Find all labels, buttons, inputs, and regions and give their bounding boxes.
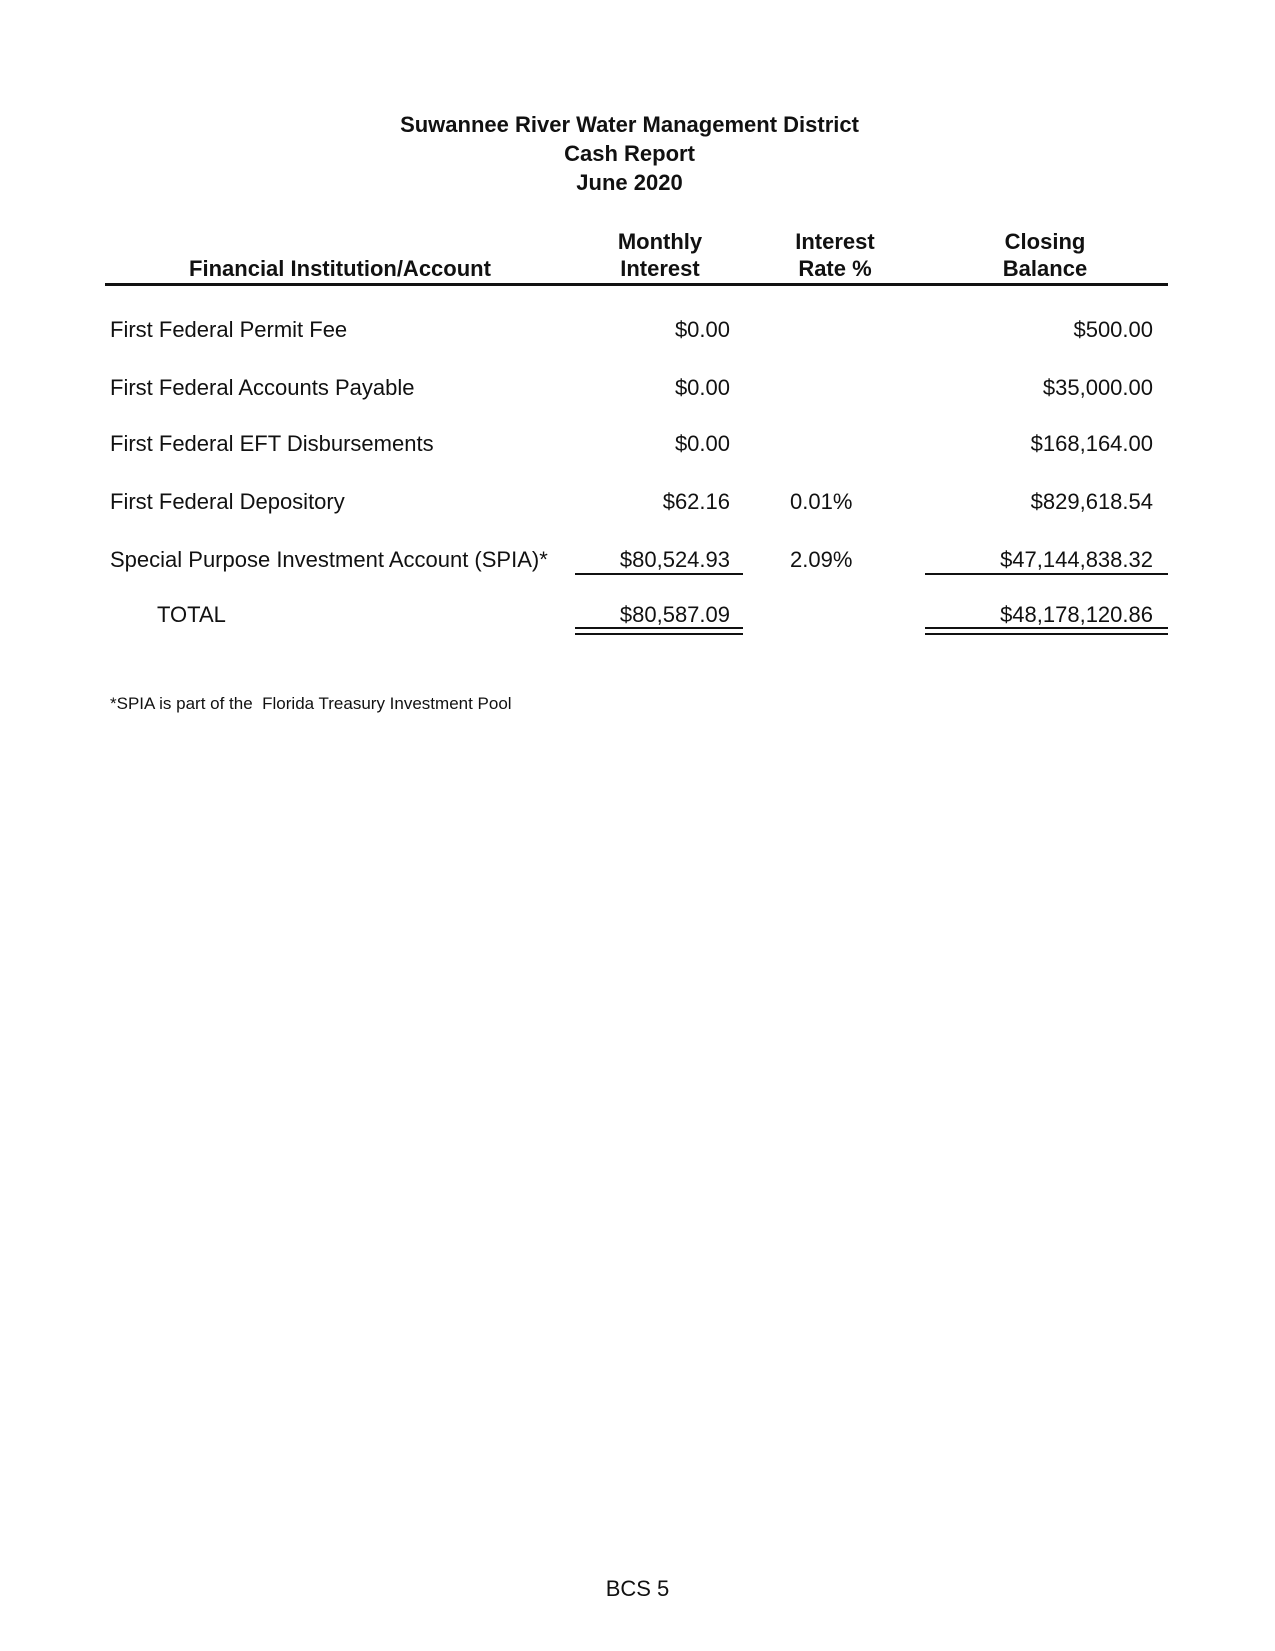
report-title: Cash Report xyxy=(564,141,695,166)
monthly-interest-value: $0.00 xyxy=(674,375,730,400)
table-row xyxy=(0,487,1275,517)
account-name: First Federal Depository xyxy=(110,489,345,514)
subtotal-rule-closing-balance xyxy=(925,573,1168,575)
total-double-rule-monthly-interest xyxy=(575,627,743,635)
total-monthly-interest: $80,587.09 xyxy=(619,602,730,627)
table-row xyxy=(0,373,1275,403)
account-name: First Federal Accounts Payable xyxy=(110,375,415,400)
monthly-interest-value: $62.16 xyxy=(662,489,730,514)
table-row xyxy=(0,315,1275,345)
subtotal-rule-monthly-interest xyxy=(575,573,743,575)
interest-rate-value: 0.01% xyxy=(790,489,853,514)
page-label: BCS 5 xyxy=(605,1576,670,1601)
footnote: *SPIA is part of the Florida Treasury Investment Pool xyxy=(110,694,512,713)
interest-rate-value: 2.09% xyxy=(790,547,853,572)
header-rule xyxy=(105,283,1168,286)
report-period: June 2020 xyxy=(576,170,683,195)
organization-name: Suwannee River Water Management District xyxy=(400,112,859,137)
monthly-interest-value: $80,524.93 xyxy=(619,547,730,572)
closing-balance-value: $500.00 xyxy=(1073,317,1153,342)
table-row xyxy=(0,429,1275,459)
total-label: TOTAL xyxy=(157,602,226,627)
monthly-interest-value: $0.00 xyxy=(674,317,730,342)
total-row xyxy=(0,600,1275,630)
account-name: Special Purpose Investment Account (SPIA)* xyxy=(110,547,548,572)
closing-balance-value: $35,000.00 xyxy=(1042,375,1153,400)
account-name: First Federal EFT Disbursements xyxy=(110,431,434,456)
report-title-block xyxy=(0,110,1275,197)
column-header-interest-rate: Interest Rate % xyxy=(795,229,875,281)
table-row xyxy=(0,545,1275,575)
account-name: First Federal Permit Fee xyxy=(110,317,348,342)
column-header-monthly-interest: Monthly Interest xyxy=(617,229,703,281)
column-header-account: Financial Institution/Account xyxy=(189,256,491,281)
closing-balance-value: $829,618.54 xyxy=(1030,489,1153,514)
closing-balance-value: $47,144,838.32 xyxy=(1000,547,1153,572)
closing-balance-value: $168,164.00 xyxy=(1030,431,1153,456)
total-double-rule-closing-balance xyxy=(925,627,1168,635)
column-header-closing-balance: Closing Balance xyxy=(1002,229,1088,281)
monthly-interest-value: $0.00 xyxy=(674,431,730,456)
total-closing-balance: $48,178,120.86 xyxy=(1000,602,1153,627)
